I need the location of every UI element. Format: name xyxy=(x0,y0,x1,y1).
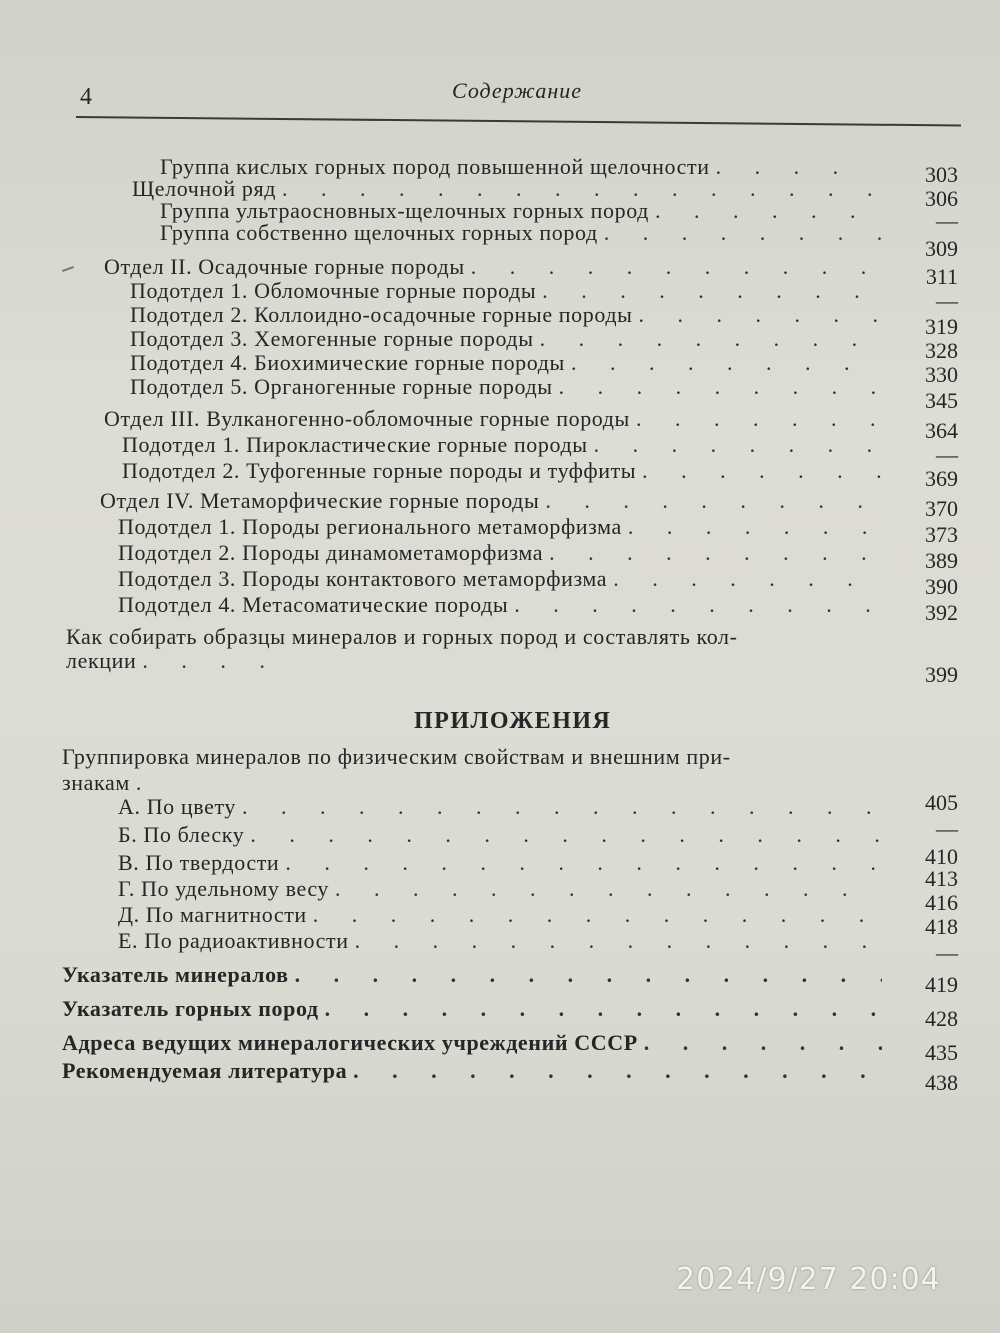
toc-page: 311 xyxy=(925,264,958,289)
toc-page: — xyxy=(936,288,958,313)
toc-page: 330 xyxy=(925,362,958,387)
appendix-entry: А. По цвету . . . xyxy=(118,794,888,820)
toc-entry: Отдел III. Вулканогенно-обломочные горные породы . . . xyxy=(104,406,888,432)
leader-dots xyxy=(250,822,882,848)
leader-dots xyxy=(559,374,882,400)
leader-dots xyxy=(644,1030,882,1056)
toc-page: 309 xyxy=(925,236,958,261)
appendix-entry: Д. По магнитности . . . xyxy=(118,902,888,928)
toc-entry: Подотдел 1. Пирокластические горные породы . . . xyxy=(122,432,888,458)
appendix-index: Адреса ведущих минералогических учреждений СССР . . . xyxy=(62,1030,888,1056)
leader-dots xyxy=(639,302,883,328)
toc-page: 413 xyxy=(925,866,958,891)
leader-dots xyxy=(142,648,282,674)
toc-entry: Отдел IV. Метаморфические горные породы . . . xyxy=(100,488,888,514)
toc-page: 390 xyxy=(925,574,958,599)
leader-dots xyxy=(242,794,882,820)
toc-page: — xyxy=(936,816,958,841)
page-number: 4 xyxy=(80,84,92,110)
toc-entry: Подотдел 5. Органогенные горные породы . . . xyxy=(130,374,888,400)
toc-page: 410 xyxy=(925,844,958,869)
toc-page-dash: — xyxy=(936,940,958,965)
toc-page: — xyxy=(936,208,958,233)
toc-page: 319 xyxy=(925,314,958,339)
toc-page: 419 xyxy=(925,972,958,997)
leader-dots xyxy=(542,278,882,304)
appendix-entry: Е. По радиоактивности . . . xyxy=(118,928,888,954)
toc-page: 405 xyxy=(925,790,958,815)
toc-page: 373 xyxy=(925,522,958,547)
toc-entry: Щелочной ряд . . . xyxy=(132,176,888,202)
toc-entry: Подотдел 3. Хемогенные горные породы . . . xyxy=(130,326,888,352)
appendix-heading: ПРИЛОЖЕНИЯ xyxy=(414,708,612,734)
leader-dots xyxy=(353,1058,882,1084)
toc-entry: Отдел II. Осадочные горные породы . . . xyxy=(104,254,888,280)
toc-page: 306 xyxy=(925,186,958,211)
appendix-entry: Г. По удельному весу . . . xyxy=(118,876,888,902)
leader-dots xyxy=(313,902,882,928)
photo-timestamp: 2024/9/27 20:04 xyxy=(676,1262,941,1297)
leader-dots xyxy=(636,406,882,432)
toc-entry-collecting-line2: лекции . . . xyxy=(66,648,888,674)
toc-page: 399 xyxy=(925,662,958,687)
leader-dots xyxy=(549,540,882,566)
leader-dots xyxy=(514,592,882,618)
toc-page: 370 xyxy=(925,496,958,521)
toc-entry: Группа кислых горных пород повышенной щелочности . . . xyxy=(160,154,878,180)
toc-page: 392 xyxy=(925,600,958,625)
leader-dots xyxy=(136,770,176,796)
appendix-grouping-line2: знакам . . . xyxy=(62,770,888,796)
leader-dots xyxy=(594,432,882,458)
toc-page: 416 xyxy=(925,890,958,915)
leader-dots xyxy=(295,962,882,988)
leader-dots xyxy=(335,876,882,902)
appendix-entry: В. По твердости . . . xyxy=(118,850,888,876)
toc-page: 369 xyxy=(925,466,958,491)
toc-page: 328 xyxy=(925,338,958,363)
toc-entry: Подотдел 3. Породы контактового метаморфизма . . . xyxy=(118,566,888,592)
toc-page: 389 xyxy=(925,548,958,573)
toc-page: 438 xyxy=(925,1070,958,1095)
toc-entry: Подотдел 2. Породы динамометаморфизма . . . xyxy=(118,540,888,566)
toc-entry: Подотдел 1. Породы регионального метаморфизма . . . xyxy=(118,514,888,540)
toc-entry-collecting-line1: Как собирать образцы минералов и горных пород и составлять кол- xyxy=(66,624,738,649)
toc-entry: Группа ультраосновных-щелочных горных пород . . . xyxy=(160,198,888,224)
leader-dots xyxy=(471,254,882,280)
leader-dots xyxy=(642,458,882,484)
leader-dots xyxy=(571,350,882,376)
leader-dots xyxy=(604,220,882,246)
toc-page: 418 xyxy=(925,914,958,939)
appendix-entry: Б. По блеску . . . xyxy=(118,822,888,848)
leader-dots xyxy=(613,566,882,592)
leader-dots xyxy=(628,514,882,540)
toc-entry: Подотдел 4. Биохимические горные породы . . . xyxy=(130,350,888,376)
toc-page: 345 xyxy=(925,388,958,413)
leader-dots xyxy=(545,488,882,514)
toc-entry: Подотдел 2. Коллоидно-осадочные горные породы . . . xyxy=(130,302,888,328)
toc-entry: Подотдел 2. Туфогенные горные породы и туффиты . . . xyxy=(122,458,888,484)
appendix-index: Рекомендуемая литература . . . xyxy=(62,1058,888,1084)
appendix-index: Указатель минералов . . . xyxy=(62,962,888,988)
leader-dots xyxy=(325,996,882,1022)
toc-page: 303 xyxy=(925,162,958,187)
appendix-grouping-line1: Группировка минералов по физическим свойствам и внешним при- xyxy=(62,744,731,769)
toc-page: 435 xyxy=(925,1040,958,1065)
toc-entry: Группа собственно щелочных горных пород . . . xyxy=(160,220,888,246)
toc-entry: Подотдел 4. Метасоматические породы . . . xyxy=(118,592,888,618)
leader-dots xyxy=(285,850,882,876)
toc-page: 428 xyxy=(925,1006,958,1031)
running-title: Содержание xyxy=(452,78,583,103)
appendix-index: Указатель горных пород . . . xyxy=(62,996,888,1022)
toc-page: — xyxy=(936,442,958,467)
leader-dots xyxy=(355,928,882,954)
toc-page: 364 xyxy=(925,418,958,443)
toc-entry: Подотдел 1. Обломочные горные породы . . . xyxy=(130,278,888,304)
leader-dots xyxy=(540,326,882,352)
